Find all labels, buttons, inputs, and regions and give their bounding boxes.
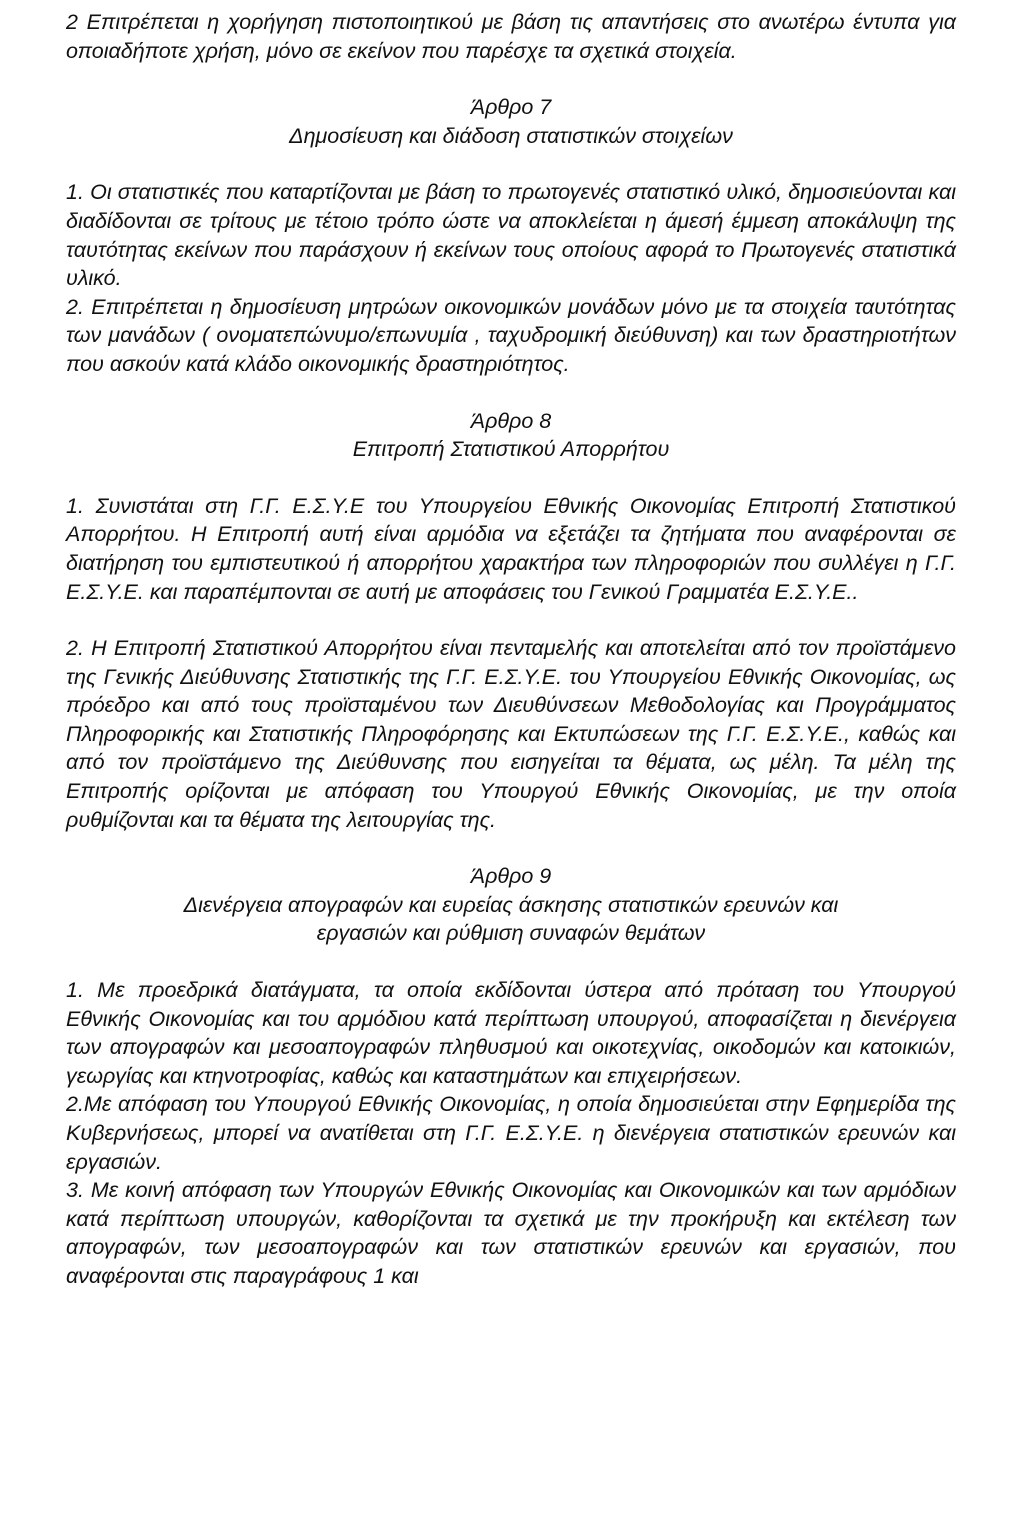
article-7-paragraph-1: 1. Οι στατιστικές που καταρτίζονται με βάση το πρωτογενές στατιστικό υλικό, δημοσιεύονται και διαδίδονται σε τρίτους με τέτοιο τρόπο ώστε να αποκλείεται η άμεσή έμμεση αποκάλυψη της ταυτότητας εκείνων που παράσχουν ή εκείνων τους οποίους αφορά το Πρωτογενές στατιστικά υλικό. bbox=[66, 180, 956, 291]
article-7-title: Δημοσίευση και διάδοση στατιστικών στοιχείων bbox=[289, 123, 733, 148]
article-9-number: Άρθρο 9 bbox=[470, 864, 552, 889]
article-9-paragraph-1: 1. Με προεδρικά διατάγματα, τα οποία εκδίδονται ύστερα από πρόταση του Υπουργού Εθνικής Οικονομίας και του αρμόδιου κατά περίπτωση υπουργού, αποφασίζεται η διενέργεια των απογραφών και μεσοαπογραφών πληθυσμού και οικοτεχνίας, οικοδομών και κατοικιών, γεωργίας και κτηνοτροφίας, καθώς και καταστημάτων και επιχειρήσεων. bbox=[66, 978, 956, 1088]
article-8-paragraph-2: 2. Η Επιτροπή Στατιστικού Απορρήτου είναι πενταμελής και αποτελείται από τον προϊστάμενο της Γενικής Διεύθυνσης Στατιστικής της Γ.Γ. Ε.Σ.Υ.Ε. του Υπουργείου Εθνικής Οικονομίας, ως πρόεδρο και από τους προϊσταμένου των Διευθύνσεων Μεθοδολογίας και Προγράμματος Πληροφορικής και Στατιστικής Πληροφόρησης και Εκτυπώσεων της Γ.Γ. Ε.Σ.Υ.Ε., καθώς και από τον προϊστάμενο της Διεύθυνσης που εισηγείται τα θέματα, ως μέλη. Τα μέλη της Επιτροπής ορίζονται με απόφαση του Υπουργού Εθνικής Οικονομίας, με την οποία ρυθμίζονται και τα θέματα της λειτουργίας της. bbox=[66, 636, 956, 832]
article-8-number: Άρθρο 8 bbox=[470, 408, 552, 433]
article-9-title-line-2: εργασιών και ρύθμιση συναφών θεμάτων bbox=[316, 921, 706, 946]
article-9-paragraph-2: 2.Με απόφαση του Υπουργού Εθνικής Οικονομίας, η οποία δημοσιεύεται στην Εφημερίδα της Κυβερνήσεως, μπορεί να ανατίθεται στη Γ.Γ. Ε.Σ.Υ.Ε. η διενέργεια στατιστικών ερευνών και εργασιών. bbox=[66, 1092, 956, 1174]
article-8-title: Επιτροπή Στατιστικού Απορρήτου bbox=[352, 437, 670, 462]
article-7-number: Άρθρο 7 bbox=[470, 95, 552, 120]
article-9-title-line-1: Διενέργεια απογραφών και ευρείας άσκησης στατιστικών ερευνών και bbox=[183, 892, 839, 917]
article-7-paragraph-2: 2. Επιτρέπεται η δημοσίευση μητρώων οικονομικών μονάδων μόνο με τα στοιχεία ταυτότητας των μανάδων ( ονοματεπώνυμο/επωνυμία , ταχυδρομική διεύθυνση) και των δραστηριοτήτων που ασκούν κατά κλάδο οικονομικής δραστηριότητος. bbox=[66, 294, 956, 376]
article-8-paragraph-1: 1. Συνιστάται στη Γ.Γ. Ε.Σ.Υ.Ε του Υπουργείου Εθνικής Οικονομίας Επιτροπή Στατιστικού Απορρήτου. Η Επιτροπή αυτή είναι αρμόδια να εξετάζει τα ζητήματα που αναφέρονται σε διατήρηση του εμπιστευτικού ή απορρήτου χαρακτήρα των πληροφοριών που συλλέγει η Γ.Γ. Ε.Σ.Υ.Ε. και παραπέμπονται σε αυτή με αποφάσεις του Γενικού Γραμματέα Ε.Σ.Υ.Ε.. bbox=[66, 493, 956, 604]
paragraph-intro-2: 2 Επιτρέπεται η χορήγηση πιστοποιητικού με βάση τις απαντήσεις στο ανωτέρω έντυπα για οποιαδήποτε χρήση, μόνο σε εκείνον που παρέσχε τα σχετικά στοιχεία. bbox=[66, 10, 956, 63]
document-page bbox=[66, 8, 956, 1291]
article-9-paragraph-3: 3. Με κοινή απόφαση των Υπουργών Εθνικής Οικονομίας και Οικονομικών και των αρμόδιων κατά περίπτωση υπουργών, καθορίζονται τα σχετικά με την προκήρυξη και εκτέλεση των απογραφών, των μεσοαπογραφών και των στατιστικών ερευνών και εργασιών, που αναφέρονται στις παραγράφους 1 και bbox=[66, 1178, 956, 1288]
